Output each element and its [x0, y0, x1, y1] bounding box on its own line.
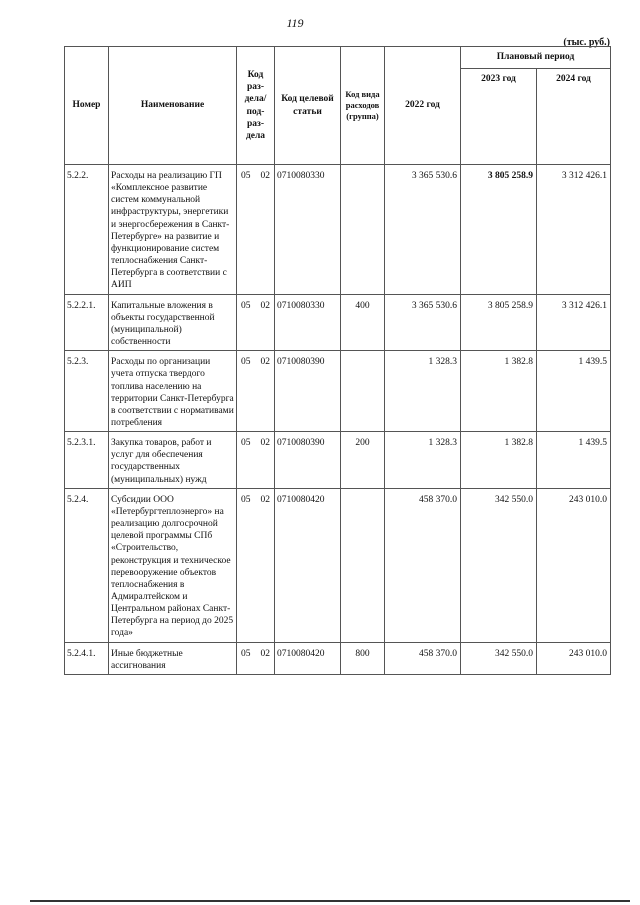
scan-edge-divider — [30, 900, 630, 902]
row-name: Расходы на реализацию ГП «Комплексное развитие систем коммунальной инфраструктуры, энергетики и энергосбережения в Санкт-Петербурге» на развитие и функционирование систем теплоснабжения Санкт-Петербурга в соответствии с АИП — [109, 165, 237, 295]
header-expense-type: Код вида расходов (группа) — [341, 47, 385, 165]
row-value-2024: 3 312 426.1 — [537, 165, 611, 295]
table-row — [65, 294, 611, 351]
razdel-code: 05 — [241, 171, 251, 181]
podrazdel-code: 02 — [260, 171, 270, 181]
row-expense-type: 200 — [341, 432, 385, 489]
budget-table — [64, 46, 611, 675]
header-year-2023: 2023 год — [461, 69, 537, 165]
row-section-code — [237, 294, 275, 351]
row-value-2023: 1 382.8 — [461, 432, 537, 489]
row-expense-type — [341, 351, 385, 432]
row-value-2022: 3 365 530.6 — [385, 294, 461, 351]
row-target-code: 0710080330 — [275, 294, 341, 351]
row-section-code — [237, 351, 275, 432]
row-number: 5.2.3.1. — [65, 432, 109, 489]
row-expense-type: 800 — [341, 642, 385, 674]
row-number: 5.2.4. — [65, 488, 109, 642]
row-number: 5.2.2.1. — [65, 294, 109, 351]
table-row — [65, 488, 611, 642]
row-value-2022: 458 370.0 — [385, 488, 461, 642]
header-name: Наименование — [109, 47, 237, 165]
row-number: 5.2.4.1. — [65, 642, 109, 674]
table-row — [65, 351, 611, 432]
row-section-code — [237, 642, 275, 674]
row-section-code — [237, 488, 275, 642]
razdel-code: 05 — [241, 438, 251, 449]
row-target-code: 0710080390 — [275, 432, 341, 489]
row-target-code: 0710080330 — [275, 165, 341, 295]
podrazdel-code: 02 — [260, 438, 270, 449]
podrazdel-code: 02 — [260, 494, 270, 505]
row-value-2023: 3 805 258.9 — [461, 294, 537, 351]
row-value-2023: 3 805 258.9 — [461, 165, 537, 295]
podrazdel-code: 02 — [260, 648, 270, 659]
row-value-2024: 243 010.0 — [537, 488, 611, 642]
row-name: Капитальные вложения в объекты государственной (муниципальной) собственности — [109, 294, 237, 351]
table-row — [65, 642, 611, 674]
row-target-code: 0710080420 — [275, 642, 341, 674]
row-expense-type: 400 — [341, 294, 385, 351]
row-section-code — [237, 432, 275, 489]
header-planned-period: Плановый период — [461, 47, 611, 69]
row-expense-type — [341, 488, 385, 642]
header-number: Номер — [65, 47, 109, 165]
row-value-2023: 342 550.0 — [461, 642, 537, 674]
row-name: Иные бюджетные ассигнования — [109, 642, 237, 674]
header-section-code: Код раз- дела/ под- раз- дела — [237, 47, 275, 165]
row-value-2022: 3 365 530.6 — [385, 165, 461, 295]
row-value-2022: 1 328.3 — [385, 432, 461, 489]
units-label: (тыс. руб.) — [563, 37, 610, 48]
row-expense-type — [341, 165, 385, 295]
row-value-2024: 1 439.5 — [537, 351, 611, 432]
row-target-code: 0710080420 — [275, 488, 341, 642]
row-value-2022: 458 370.0 — [385, 642, 461, 674]
razdel-code: 05 — [241, 300, 251, 311]
header-year-2022: 2022 год — [385, 47, 461, 165]
razdel-code: 05 — [241, 648, 251, 659]
row-value-2023: 342 550.0 — [461, 488, 537, 642]
table-row — [65, 165, 611, 295]
page-number: 119 — [286, 16, 304, 30]
podrazdel-code: 02 — [260, 300, 270, 311]
row-name: Субсидии ООО «Петербургтеплоэнерго» на реализацию долгосрочной целевой программы СПб «Строительство, реконструкция и техническое перевооружение объектов теплоснабжения в Адмиралтейском и Центральном районах Санкт-Петербурга на период до 2025 года» — [109, 488, 237, 642]
row-name: Расходы по организации учета отпуска твердого топлива населению на территории Санкт-Петербурга в соответствии с нормативами потребления — [109, 351, 237, 432]
podrazdel-code: 02 — [260, 357, 270, 368]
row-value-2024: 1 439.5 — [537, 432, 611, 489]
row-value-2024: 3 312 426.1 — [537, 294, 611, 351]
razdel-code: 05 — [241, 494, 251, 505]
table-row — [65, 432, 611, 489]
header-year-2024: 2024 год — [537, 69, 611, 165]
row-section-code — [237, 165, 275, 295]
row-number: 5.2.2. — [65, 165, 109, 295]
row-value-2024: 243 010.0 — [537, 642, 611, 674]
row-target-code: 0710080390 — [275, 351, 341, 432]
row-number: 5.2.3. — [65, 351, 109, 432]
row-name: Закупка товаров, работ и услуг для обеспечения государственных (муниципальных) нужд — [109, 432, 237, 489]
row-value-2023: 1 382.8 — [461, 351, 537, 432]
header-target-code: Код целевой статьи — [275, 47, 341, 165]
row-value-2022: 1 328.3 — [385, 351, 461, 432]
razdel-code: 05 — [241, 357, 251, 368]
